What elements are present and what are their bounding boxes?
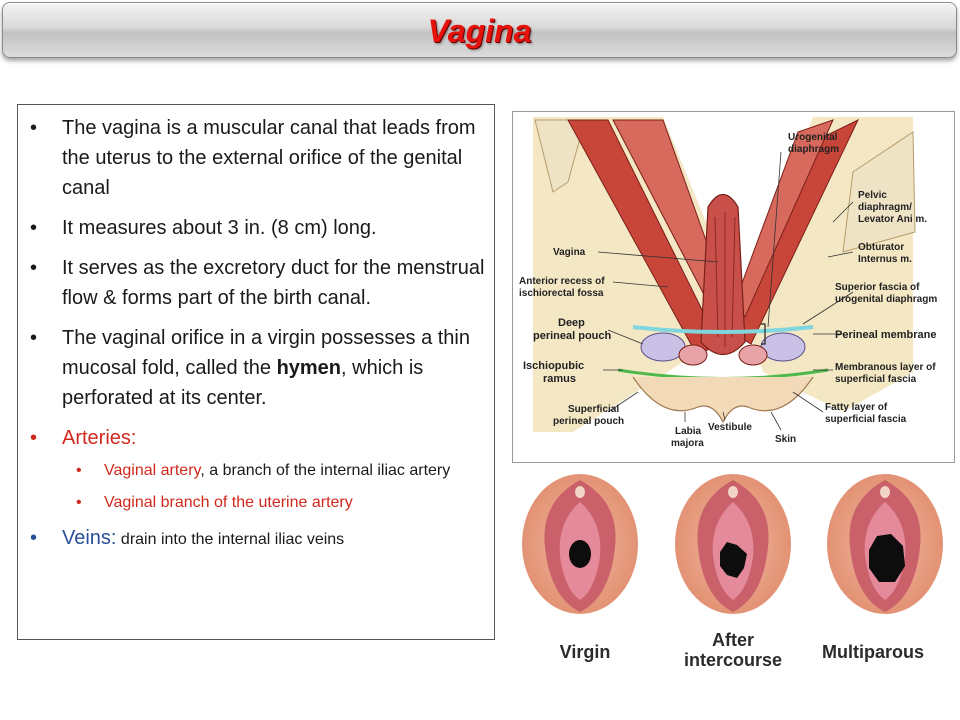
label-deep-pouch: Deep perineal pouch: [533, 317, 612, 342]
bullet-list: [18, 113, 494, 565]
label-labia: Labia majora: [671, 426, 704, 449]
bullet-hymen: [18, 323, 494, 413]
label-skin: Skin: [775, 434, 797, 445]
label-pelvic-diaphragm: Pelvic diaphragm/ Levator Ani m.: [858, 190, 928, 225]
bullet-canal-definition: [18, 113, 494, 203]
label-vagina: Vagina: [553, 247, 586, 258]
anatomy-diagram: [512, 111, 955, 463]
label-perineal-membrane: Perineal membrane: [835, 329, 937, 341]
virgin-hymen-figure: [522, 474, 638, 614]
bullet-text: , which is perforated at its center.: [62, 357, 424, 409]
caption-virgin: Virgin: [559, 642, 611, 662]
hymen-term: hymen: [276, 357, 342, 379]
label-fatty-layer: Fatty layer of superficial fascia: [825, 402, 907, 425]
label-vestibule: Vestibule: [708, 422, 752, 433]
bullet-text: It serves as the excretory duct for the menstrual flow & forms part of the birth canal.: [62, 257, 485, 309]
label-superior-fascia: Superior fascia of urogenital diaphragm: [835, 282, 938, 305]
bullet-text: The vagina is a muscular canal that leads from the uterus to the external orifice of the genital canal: [62, 117, 476, 199]
arteries-sublist: [62, 459, 488, 515]
caption-after-line1: After: [711, 630, 754, 650]
anatomy-diagram-svg: [513, 112, 954, 462]
bullet-veins: [18, 523, 494, 555]
bullet-text: The vaginal orifice in a virgin possesses a thin mucosal fold, called the: [62, 327, 470, 379]
bullet-text: It measures about 3 in. (8 cm) long.: [62, 217, 377, 239]
label-superficial-pouch: Superficial perineal pouch: [553, 404, 625, 427]
label-membranous-layer: Membranous layer of superficial fascia: [835, 362, 936, 385]
veins-detail: drain into the internal iliac veins: [116, 531, 345, 548]
artery-name: Vaginal artery: [104, 462, 201, 479]
arteries-label: Arteries:: [62, 427, 137, 449]
content-text-box: [17, 104, 495, 640]
hymen-illustration-svg: [515, 472, 955, 622]
after-intercourse-hymen-figure: [675, 474, 791, 614]
caption-after-intercourse: [683, 630, 783, 670]
sub-bullet-vaginal-artery: [62, 459, 488, 483]
title-banner: [2, 2, 957, 58]
multiparous-hymen-figure: [827, 474, 943, 614]
caption-multiparous: Multiparous: [822, 642, 924, 662]
page-title: Vagina: [427, 13, 532, 49]
bullet-arteries: [18, 423, 494, 515]
caption-after-line2: intercourse: [683, 650, 783, 670]
label-obturator: Obturator Internus m.: [858, 242, 912, 265]
label-ischiopubic: Ischiopubic ramus: [523, 360, 585, 385]
bullet-length: [18, 213, 494, 243]
label-urogenital-diaphragm: Urogenital diaphragm: [788, 132, 840, 155]
artery-detail: , a branch of the internal iliac artery: [200, 462, 451, 479]
label-anterior-recess: Anterior recess of ischiorectal fossa: [519, 276, 605, 299]
veins-label: Veins:: [62, 527, 117, 549]
hymen-illustration: [515, 472, 955, 682]
bullet-function: [18, 253, 494, 313]
artery-name: Vaginal branch of the uterine artery: [104, 494, 353, 511]
sub-bullet-uterine-branch: [62, 491, 488, 515]
